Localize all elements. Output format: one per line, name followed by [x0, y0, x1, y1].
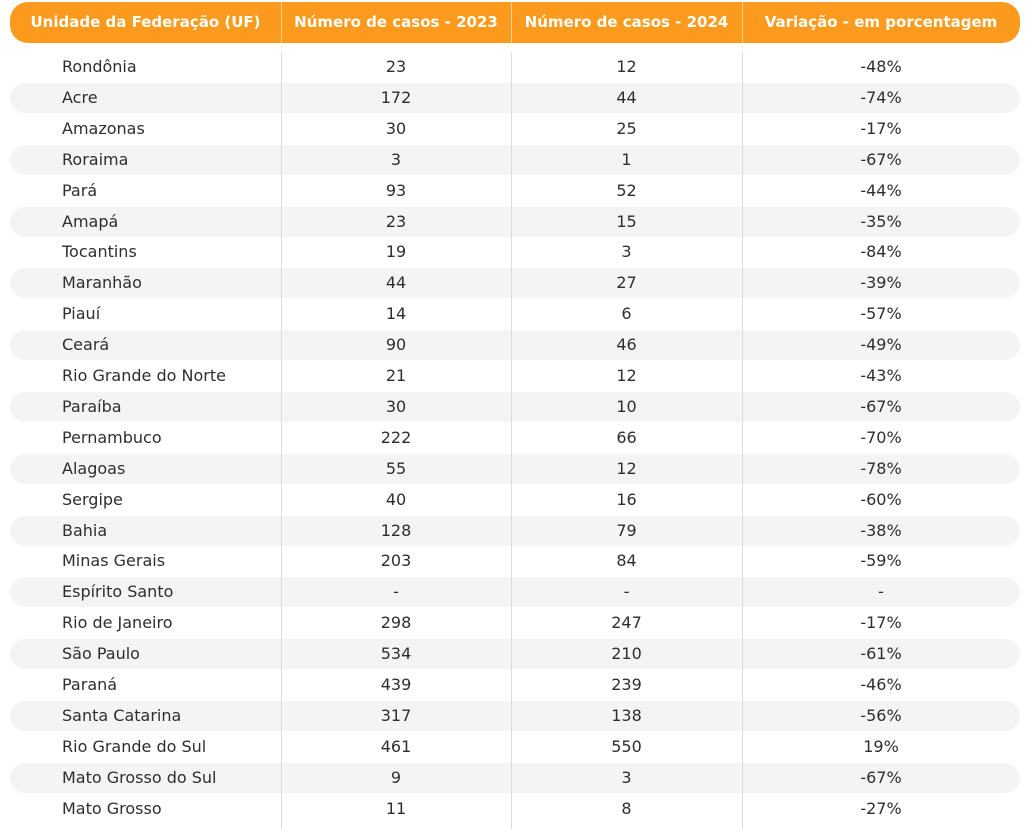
table-row [10, 485, 1020, 515]
cell-variation: -49% [860, 335, 902, 355]
cell-uf: Ceará [62, 335, 110, 355]
cell-variation: -60% [860, 489, 902, 509]
cell-uf: Alagoas [62, 458, 126, 478]
table-row [10, 330, 1020, 360]
cell-cases-2024: 79 [616, 520, 637, 540]
table-row [10, 732, 1020, 762]
cell-uf: Rio Grande do Norte [62, 366, 226, 385]
table-row [10, 546, 1020, 576]
cell-cases-2024: 25 [616, 118, 637, 138]
cell-variation: -46% [860, 675, 902, 694]
cell-uf: Rondônia [62, 57, 137, 76]
cell-variation: -67% [860, 767, 902, 787]
cell-cases-2024: 84 [616, 551, 637, 571]
table-row [10, 268, 1020, 298]
table-row [10, 145, 1020, 175]
cell-cases-2024: 12 [616, 458, 637, 478]
table-row [10, 361, 1020, 391]
cell-uf: Rio Grande do Sul [62, 736, 207, 756]
table-row [10, 763, 1020, 793]
cell-cases-2024: 44 [616, 87, 637, 107]
cell-cases-2023: 534 [380, 644, 412, 664]
table-row [10, 114, 1020, 144]
cell-uf: Rio de Janeiro [62, 613, 173, 633]
header-cases-2023: Número de casos - 2023 [294, 13, 498, 31]
cell-uf: São Paulo [62, 644, 140, 664]
cell-cases-2024: 12 [616, 57, 637, 76]
cell-cases-2024: 10 [616, 396, 637, 416]
cell-cases-2023: 439 [380, 675, 412, 694]
cell-cases-2024: 3 [621, 767, 632, 787]
cell-uf: Bahia [62, 520, 108, 540]
header-uf: Unidade da Federação (UF) [30, 13, 261, 31]
table-row [10, 83, 1020, 113]
cell-uf: Paraná [62, 675, 118, 694]
cell-variation: -84% [860, 242, 902, 262]
cell-uf: Pernambuco [62, 427, 162, 447]
cell-cases-2024: 239 [611, 675, 642, 694]
table-row [10, 176, 1020, 206]
cell-uf: Roraima [62, 149, 129, 169]
table-row [10, 237, 1020, 267]
cell-cases-2023: 23 [385, 211, 407, 231]
cell-cases-2023: 21 [385, 366, 407, 385]
cell-cases-2023: 90 [385, 335, 407, 355]
cell-cases-2024: 8 [621, 798, 632, 818]
cell-cases-2023: 40 [385, 489, 407, 509]
cell-cases-2023: 30 [385, 396, 407, 416]
cell-cases-2023: 9 [390, 767, 402, 787]
cell-uf: Pará [62, 180, 98, 200]
cell-cases-2024: 247 [611, 613, 642, 633]
cell-cases-2024: - [623, 582, 630, 602]
cell-cases-2024: 15 [616, 211, 637, 231]
cell-variation: -27% [860, 798, 902, 818]
cell-cases-2023: 203 [380, 551, 412, 571]
table-header [10, 2, 1020, 43]
cell-uf: Sergipe [62, 489, 123, 509]
cell-cases-2024: 550 [611, 736, 642, 756]
cell-cases-2024: 66 [616, 427, 637, 447]
cell-variation: -44% [860, 180, 902, 200]
cell-uf: Maranhão [62, 273, 142, 293]
table-row [10, 52, 1020, 82]
cell-cases-2023: 128 [380, 520, 412, 540]
cell-cases-2023: 44 [385, 273, 407, 293]
cell-cases-2023: 3 [390, 149, 402, 169]
cell-variation: -70% [860, 427, 902, 447]
cell-cases-2023: 222 [380, 427, 412, 447]
cell-variation: -61% [860, 644, 902, 664]
cell-cases-2023: 11 [385, 798, 407, 818]
cell-cases-2023: 172 [380, 87, 412, 107]
cell-uf: Tocantins [62, 242, 137, 262]
cell-cases-2024: 138 [611, 705, 642, 725]
cell-cases-2023: 23 [385, 57, 407, 76]
cell-cases-2024: 46 [616, 335, 637, 355]
cell-variation: -48% [860, 57, 902, 76]
header-cases-2024: Número de casos - 2024 [524, 13, 729, 31]
cell-uf: Piauí [62, 304, 101, 324]
cell-uf: Espírito Santo [62, 582, 174, 602]
cell-cases-2023: 93 [385, 180, 407, 200]
table-row [10, 454, 1020, 484]
cell-variation: -74% [860, 87, 902, 107]
table-row [10, 207, 1020, 237]
table-row [10, 392, 1020, 422]
cell-uf: Mato Grosso [62, 798, 162, 818]
cell-cases-2023: 317 [380, 705, 412, 725]
table-body [10, 52, 1020, 829]
cell-variation: -39% [860, 273, 902, 293]
cell-variation: -67% [860, 149, 902, 169]
cell-cases-2023: 298 [380, 613, 412, 633]
cell-cases-2024: 6 [621, 304, 632, 324]
column-divider [742, 52, 743, 829]
cell-uf: Santa Catarina [62, 705, 182, 725]
cell-variation: -56% [860, 705, 902, 725]
cell-variation: -17% [860, 613, 902, 633]
cell-uf: Mato Grosso do Sul [62, 767, 217, 787]
table-row [10, 670, 1020, 700]
cell-variation: -43% [860, 366, 902, 385]
cell-uf: Amazonas [62, 118, 145, 138]
cell-uf: Paraíba [62, 396, 122, 416]
column-divider [281, 52, 282, 829]
cell-cases-2023: 461 [380, 736, 412, 756]
cell-cases-2024: 210 [611, 644, 642, 664]
cell-cases-2023: - [393, 582, 399, 602]
cell-variation: -35% [860, 211, 902, 231]
cell-cases-2024: 3 [621, 242, 632, 262]
table-row [10, 608, 1020, 638]
cell-uf: Minas Gerais [62, 551, 166, 571]
table-row [10, 794, 1020, 824]
cell-cases-2024: 1 [621, 149, 632, 169]
cell-cases-2023: 55 [385, 458, 407, 478]
column-divider [511, 52, 512, 829]
cell-uf: Acre [62, 87, 98, 107]
table-row [10, 639, 1020, 669]
cell-variation: 19% [863, 736, 899, 756]
cell-variation: -78% [860, 458, 902, 478]
table-row [10, 423, 1020, 453]
header-variation: Variação - em porcentagem [764, 13, 998, 31]
table-row [10, 577, 1020, 607]
cell-variation: -59% [860, 551, 902, 571]
cell-variation: - [878, 582, 884, 602]
cell-cases-2024: 12 [616, 366, 637, 385]
cell-cases-2023: 14 [385, 304, 407, 324]
table-row [10, 299, 1020, 329]
table-row [10, 701, 1020, 731]
cell-cases-2023: 30 [385, 118, 407, 138]
cell-cases-2024: 52 [616, 180, 637, 200]
cell-variation: -17% [860, 118, 902, 138]
cell-cases-2024: 27 [616, 273, 637, 293]
cell-variation: -67% [860, 396, 902, 416]
cell-cases-2023: 19 [385, 242, 407, 262]
cell-variation: -38% [860, 520, 902, 540]
cell-variation: -57% [860, 304, 902, 324]
cell-cases-2024: 16 [616, 489, 637, 509]
table-row [10, 516, 1020, 546]
cell-uf: Amapá [62, 211, 119, 231]
